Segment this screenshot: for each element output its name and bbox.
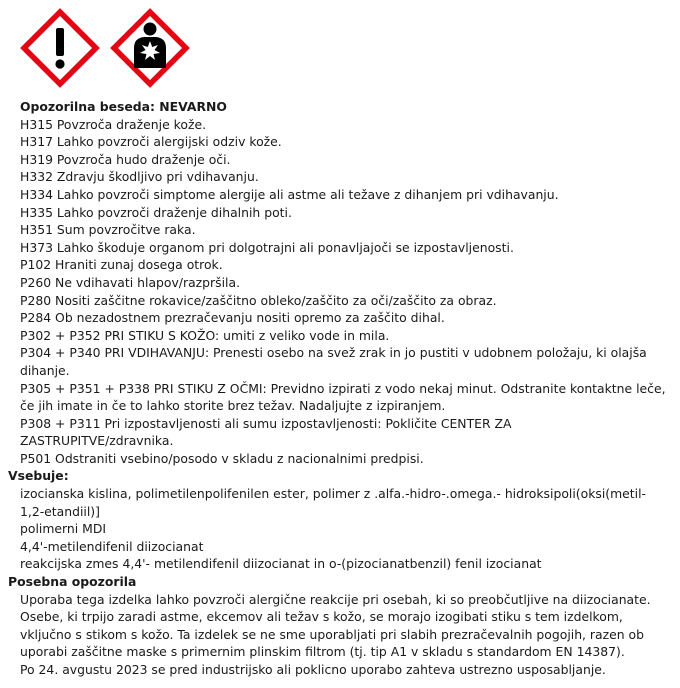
ingredient-item: 4,4'-metilendifenil diizocianat (20, 538, 204, 554)
precautionary-statement: P102 Hraniti zunaj dosega otrok. (20, 257, 223, 273)
hazard-statement: H317 Lahko povzroči alergijski odziv kože. (20, 134, 282, 150)
precautionary-statement: P302 + P352 PRI STIKU S KOŽO: umiti z veliko vode in mila. (20, 327, 390, 343)
ingredient-item: polimerni MDI (20, 521, 107, 537)
signal-word: Opozorilna beseda: NEVARNO (20, 99, 227, 114)
precautionary-statement: P304 + P340 PRI VDIHAVANJU: Prenesti osebo na svež zrak in jo pustiti v udobnem položaju, ki olajša dihanje. (20, 345, 647, 378)
ingredient-item: izocianska kislina, polimetilenpolifenilen ester, polimer z .alfa.-hidro-.omega.- hidroksipoli(oksi(metil-1,2-etandiil)] (20, 486, 647, 519)
hazard-statement: H334 Lahko povzroči simptome alergije ali astme ali težave z dihanjem pri vdihavanju. (20, 186, 559, 202)
precautionary-statement: P501 Odstraniti vsebino/posodo v skladu z nacionalnimi predpisi. (20, 450, 424, 466)
special-warnings-heading: Posebna opozorila (8, 574, 137, 590)
hazard-statement: H315 Povzroča draženje kože. (20, 116, 207, 132)
special-warning-paragraph: Po 24. avgustu 2023 se pred industrijsko ali poklicno uporabo zahteva ustrezno usposabljanje. (20, 662, 606, 677)
hazard-statement: H335 Lahko povzroči draženje dihalnih poti. (20, 204, 292, 220)
hazard-statement: H373 Lahko škoduje organom pri dolgotrajni ali ponavljajoči se izpostavljenosti. (20, 239, 514, 255)
ingredient-item: reakcijska zmes 4,4'- metilendifenil diizocianat in o-(pizocianatbenzil) fenil izocianat (20, 556, 542, 572)
health-hazard-icon (110, 8, 190, 88)
precautionary-statement: P260 Ne vdihavati hlapov/razpršila. (20, 274, 241, 290)
hazard-statement: H332 Zdravju škodljivo pri vdihavanju. (20, 169, 259, 185)
precautionary-statement: P284 Ob nezadostnem prezračevanju nositi opremo za zaščito dihal. (20, 310, 445, 326)
special-warning-paragraph: Uporaba tega izdelka lahko povzroči alergične reakcije pri osebah, ki so preobčutljive na diizocianate. Osebe, ki trpijo zaradi astme, ekcemov ali težav s kožo, se morajo izogibati stiku s tem izdelkom, vključno s stikom s kožo. Ta izdelek se ne sme uporabljati pri slabih prezračevalnih pogojih, razen ob uporabi zaščitne maske s primernim plinskim filtrom (tj. tip A1 v skladu s standardom EN 14387). (20, 591, 651, 660)
precautionary-statement: P305 + P351 + P338 PRI STIKU Z OČMI: Previdno izpirati z vodo nekaj minut. Odstranite kontaktne leče, če jih imate in če to lahko storite brez težav. Nadaljujte z izpiranjem. (20, 380, 666, 414)
precautionary-statement: P280 Nositi zaščitne rokavice/zaščitno obleko/zaščito za oči/zaščito za obraz. (20, 292, 497, 308)
contains-heading: Vsebuje: (8, 468, 69, 484)
precautionary-statement: P308 + P311 Pri izpostavljenosti ali sumu izpostavljenosti: Pokličite CENTER ZA ZASTRUPITVE/zdravnika. (20, 415, 512, 449)
hazard-label-content (0, 98, 680, 679)
exclamation-mark-icon (20, 8, 100, 88)
hazard-statement: H319 Povzroča hudo draženje oči. (20, 151, 231, 167)
hazard-statement: H351 Sum povzročitve raka. (20, 222, 196, 238)
